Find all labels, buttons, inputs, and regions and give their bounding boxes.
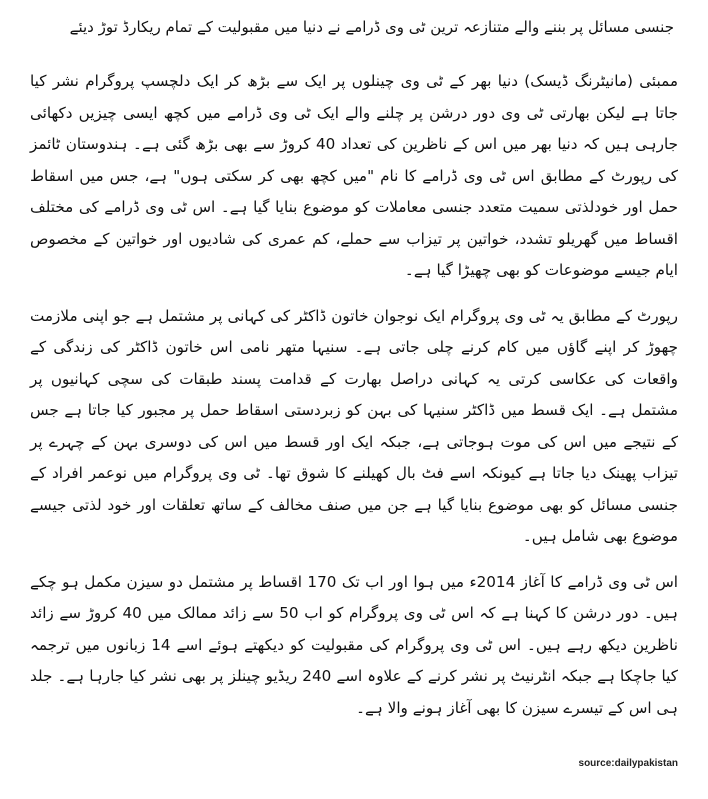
source-credit: source:dailypakistan (578, 758, 678, 769)
article-paragraph: اس ٹی وی ڈرامے کا آغاز 2014ء میں ہوا اور اب تک 170 اقساط پر مشتمل دو سیزن مکمل ہو چکے ہیں۔ دور درشن کا کہنا ہے کہ اس ٹی وی پروگرام کو اب 50 سے زائد ممالک میں 40 کروڑ سے زائد ناظرین دیکھ رہے ہیں۔ اس ٹی وی پروگرام کی مقبولیت کو دیکھتے ہوئے اسے 14 زبانوں میں ترجمہ کیا جاچکا ہے جبکہ انٹرنیٹ پر نشر کرنے کے علاوہ اسے 240 ریڈیو چینلز پر بھی نشر کیا جارہا ہے۔ جلد ہی اس کے تیسرے سیزن کا بھی آغاز ہونے والا ہے۔ (30, 572, 678, 717)
article-paragraph: رپورٹ کے مطابق یہ ٹی وی پروگرام ایک نوجوان خاتون ڈاکٹر کی کہانی پر مشتمل ہے جو اپنی ملازمت چھوڑ کر اپنے گاؤں میں کام کرنے چلی جاتی ہے۔ سنیہا متھر نامی اس خاتون ڈاکٹر کی زندگی کے واقعات کی عکاسی کرتی یہ کہانی دراصل بھارت کے قدامت پسند طبقات کی سچی کہانیوں پر مشتمل ہے۔ ایک قسط میں ڈاکٹر سنیہا کی بہن کو زبردستی اسقاط حمل پر مجبور کیا جاتا ہے جس کے نتیجے میں اس کی موت ہوجاتی ہے، جبکہ ایک اور قسط میں اس کی دوسری بہن کے چہرے پر تیزاب پھینک دیا جاتا ہے کیونکہ اسے فٹ بال کھیلنے کا شوق تھا۔ ٹی وی پروگرام میں نوعمر افراد کے جنسی مسائل کو بھی موضوع بنایا گیا ہے جن میں صنف مخالف کے ساتھ تعلقات اور خود لذتی جیسے موضوع بھی شامل ہیں۔ (30, 306, 678, 545)
article-paragraph: ممبئی (مانیٹرنگ ڈیسک) دنیا بھر کے ٹی وی چینلوں پر ایک سے بڑھ کر ایک دلچسپ پروگرام نشر کیا جاتا ہے لیکن بھارتی ٹی وی دور درشن پر چلنے والے ایک ٹی وی ڈرامے میں کچھ ایسی چیزیں دکھائی جارہی ہیں کہ دنیا بھر میں اس کے ناظرین کی تعداد 40 کروڑ سے بھی بڑھ گئی ہے۔ ہندوستان ٹائمز کی رپورٹ کے مطابق اس ٹی وی ڈرامے کا نام "میں کچھ بھی کر سکتی ہوں" ہے، جس میں اسقاط حمل اور خودلذتی سمیت متعدد جنسی معاملات کو موضوع بنایا گیا ہے۔ اس ٹی وی ڈرامے کی مختلف اقساط میں گھریلو تشدد، خواتین پر تیزاب سے حملے، کم عمری کی شادیوں اور خواتین کے مخصوص ایام جیسے موضوعات کو بھی چھیڑا گیا ہے۔ (30, 72, 678, 279)
article-headline: جنسی مسائل پر بننے والے متنازعہ ترین ٹی وی ڈرامے نے دنیا میں مقبولیت کے تمام ریکارڈ توڑ دیئے (69, 18, 674, 36)
article-body (30, 66, 678, 738)
